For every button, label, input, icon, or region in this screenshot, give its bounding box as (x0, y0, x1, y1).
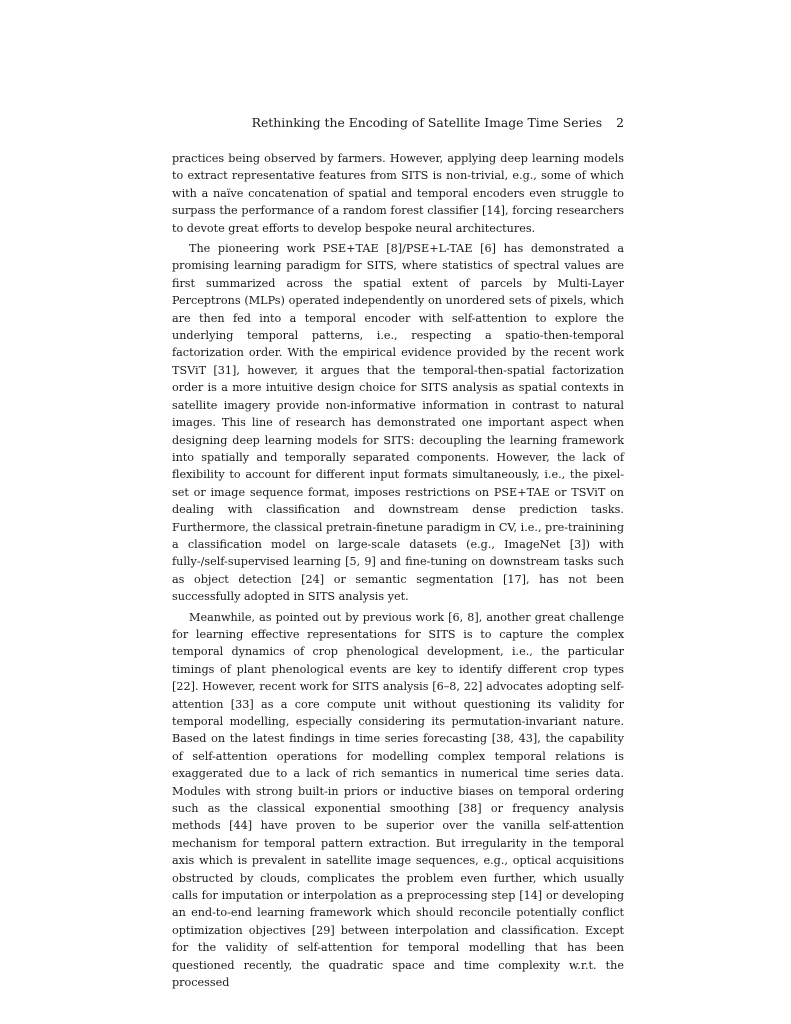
paragraph-continuation: practices being observed by farmers. However, applying deep learning models to extract representative features from SITS is non-trivial, e.g., some of which with a naïve concatenation of spatial and temporal encoders even struggle to surpass the performance of a random forest classifier [14], forcing researchers to devote great efforts to develop bespoke neural architectures. (172, 152, 624, 235)
paragraph-pioneering-work: The pioneering work PSE+TAE [8]/PSE+L-TAE [6] has demonstrated a promising learning paradigm for SITS, where statistics of spectral values are first summarized across the spatial extent of parcels by Multi-Layer Perceptrons (MLPs) operated independently on unordered sets of pixels, which are then fed into a temporal encoder with self-attention to explore the underlying temporal patterns, i.e., respecting a spatio-then-temporal factorization order. With the empirical evidence provided by the recent work TSViT [31], however, it argues that the temporal-then-spatial factorization order is a more intuitive design choice for SITS analysis as spatial contexts in satellite imagery provide non-informative information in contrast to natural images. This line of research has demonstrated one important aspect when designing deep learning models for SITS: decoupling the learning framework into spatially and temporally separated components. However, the lack of flexibility to account for different input formats simultaneously, i.e., the pixel-set or image sequence format, imposes restrictions on PSE+TAE or TSViT on dealing with classification and downstream dense prediction tasks. Furthermore, the classical pretrain-finetune paradigm in CV, i.e., pre-trainining a classification model on large-scale datasets (e.g., ImageNet [3]) with fully-/self-supervised learning [5, 9] and fine-tuning on downstream tasks such as object detection [24] or semantic segmentation [17], has not been successfully adopted in SITS analysis yet. (172, 242, 624, 604)
running-header (172, 115, 624, 131)
page-number: 2 (616, 115, 624, 130)
running-title: Rethinking the Encoding of Satellite Image Time Series (251, 115, 603, 130)
paragraph-temporal-challenge: Meanwhile, as pointed out by previous work [6, 8], another great challenge for learning effective representations for SITS is to capture the complex temporal dynamics of crop phenological development, i.e., the particular timings of plant phenological events are key to identify different crop types [22]. However, recent work for SITS analysis [6–8, 22] advocates adopting self-attention [33] as a core compute unit without questioning its validity for temporal modelling, especially considering its permutation-invariant nature. Based on the latest findings in time series forecasting [38, 43], the capability of self-attention operations for modelling complex temporal relations is exaggerated due to a lack of rich semantics in numerical time series data. Modules with strong built-in priors or inductive biases on temporal ordering such as the classical exponential smoothing [38] or frequency analysis methods [44] have proven to be superior over the vanilla self-attention mechanism for temporal pattern extraction. But irregularity in the temporal axis which is prevalent in satellite image sequences, e.g., optical acquisitions obstructed by clouds, complicates the problem even further, which usually calls for imputation or interpolation as a preprocessing step [14] or developing an end-to-end learning framework which should reconcile potentially conflict optimization objectives [29] between interpolation and classification. Except for the validity of self-attention for temporal modelling that has been questioned recently, the quadratic space and time complexity w.r.t. the processed (172, 610, 624, 990)
body-text (172, 150, 624, 995)
